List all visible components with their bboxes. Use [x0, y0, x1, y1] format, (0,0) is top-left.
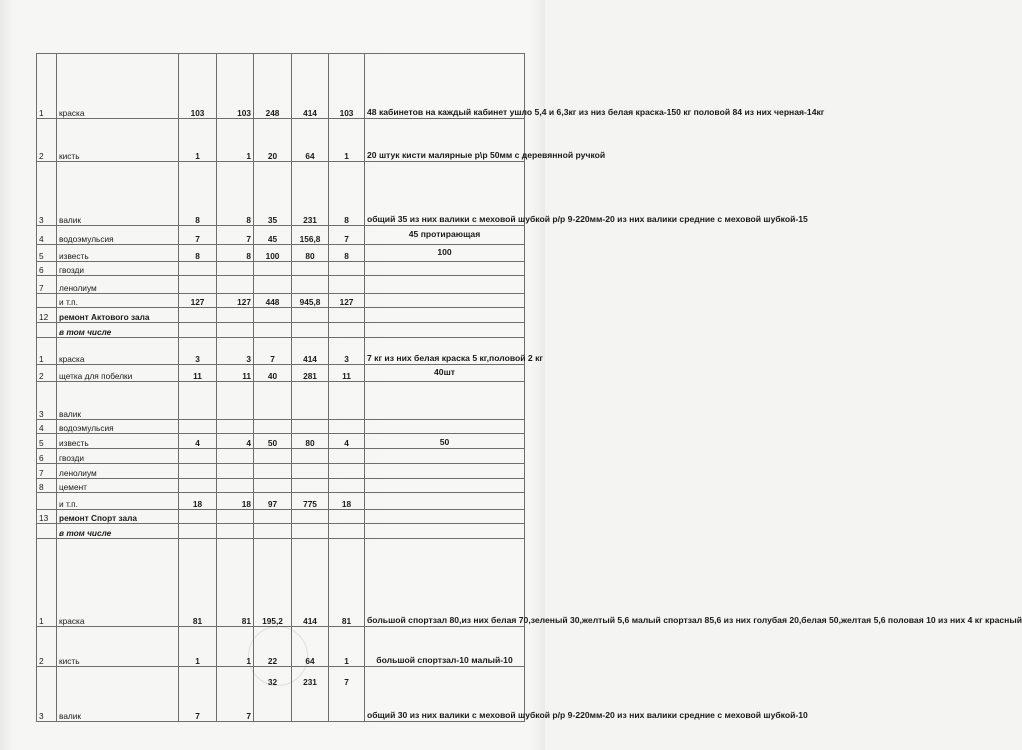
note-cell — [365, 294, 525, 308]
table-row — [37, 162, 525, 226]
row-number: 3 — [37, 382, 57, 420]
material-name: щетка для побелки — [57, 365, 179, 382]
value-col-4 — [292, 510, 329, 524]
value-col-1: 127 — [179, 294, 217, 308]
table-row — [37, 479, 525, 493]
table-row — [37, 262, 525, 276]
value-col-5: 8 — [329, 162, 365, 226]
value-col-3: 97 — [254, 493, 292, 510]
table-row — [37, 493, 525, 510]
row-number: 2 — [37, 365, 57, 382]
value-col-3: 7 — [254, 338, 292, 365]
table-row — [37, 539, 525, 627]
value-col-1 — [179, 420, 217, 434]
value-col-4 — [292, 420, 329, 434]
note-cell — [365, 479, 525, 493]
value-col-3 — [254, 464, 292, 479]
row-number — [37, 294, 57, 308]
value-col-5 — [329, 323, 365, 338]
value-col-2 — [217, 308, 254, 323]
value-col-4 — [292, 276, 329, 294]
table-row — [37, 510, 525, 524]
value-col-3: 35 — [254, 162, 292, 226]
material-name: цемент — [57, 479, 179, 493]
row-number: 5 — [37, 434, 57, 449]
row-number — [37, 524, 57, 539]
row-number — [37, 323, 57, 338]
value-col-5 — [329, 464, 365, 479]
value-col-3: 248 — [254, 54, 292, 119]
row-number: 1 — [37, 338, 57, 365]
value-col-1: 7 — [179, 667, 217, 722]
value-col-2 — [217, 420, 254, 434]
note-cell: 100 — [365, 245, 525, 262]
note-cell — [365, 262, 525, 276]
value-col-2 — [217, 524, 254, 539]
note-cell — [365, 493, 525, 510]
row-number: 8 — [37, 479, 57, 493]
table-row — [37, 245, 525, 262]
row-number: 1 — [37, 54, 57, 119]
value-col-5: 81 — [329, 539, 365, 627]
value-col-3: 50 — [254, 434, 292, 449]
value-col-1: 81 — [179, 539, 217, 627]
value-col-3 — [254, 308, 292, 323]
value-col-1 — [179, 464, 217, 479]
value-col-5 — [329, 276, 365, 294]
value-col-1 — [179, 308, 217, 323]
row-number: 3 — [37, 667, 57, 722]
note-cell: общий 30 из них валики с меховой шубкой р/р 9-220мм-20 из них валики средние с меховой шубкой-10 — [365, 667, 525, 722]
table-row — [37, 276, 525, 294]
row-number: 7 — [37, 276, 57, 294]
note-cell — [365, 323, 525, 338]
value-col-5 — [329, 449, 365, 464]
value-col-1: 8 — [179, 162, 217, 226]
section-title: ремонт Спорт зала — [57, 510, 179, 524]
subsection-label: в том числе — [57, 524, 179, 539]
value-col-2 — [217, 262, 254, 276]
value-col-2: 3 — [217, 338, 254, 365]
note-cell: большой спортзал-10 малый-10 — [365, 627, 525, 667]
value-col-5 — [329, 308, 365, 323]
value-col-1: 18 — [179, 493, 217, 510]
row-number: 13 — [37, 510, 57, 524]
subsection-label: в том числе — [57, 323, 179, 338]
table-row — [37, 226, 525, 245]
value-col-3 — [254, 510, 292, 524]
note-cell: 50 — [365, 434, 525, 449]
material-name: и т.п. — [57, 294, 179, 308]
value-col-4 — [292, 262, 329, 276]
note-cell: общий 35 из них валики с меховой шубкой р/р 9-220мм-20 из них валики средние с меховой шубкой-15 — [365, 162, 525, 226]
note-cell — [365, 464, 525, 479]
table-row — [37, 308, 525, 323]
value-col-5: 3 — [329, 338, 365, 365]
row-number: 2 — [37, 627, 57, 667]
value-col-2: 18 — [217, 493, 254, 510]
value-col-2: 81 — [217, 539, 254, 627]
value-col-3 — [254, 323, 292, 338]
value-col-1 — [179, 262, 217, 276]
value-col-3 — [254, 262, 292, 276]
value-col-3 — [254, 382, 292, 420]
row-number: 6 — [37, 262, 57, 276]
value-col-2 — [217, 449, 254, 464]
value-col-3: 448 — [254, 294, 292, 308]
value-col-5: 11 — [329, 365, 365, 382]
table-row — [37, 464, 525, 479]
value-col-4: 80 — [292, 245, 329, 262]
value-col-5 — [329, 382, 365, 420]
value-col-1 — [179, 479, 217, 493]
value-col-3: 195,2 — [254, 539, 292, 627]
note-cell: 20 штук кисти малярные р\р 50мм с деревянной ручкой — [365, 119, 525, 162]
value-col-4 — [292, 308, 329, 323]
material-name: и т.п. — [57, 493, 179, 510]
note-cell — [365, 308, 525, 323]
value-col-4: 414 — [292, 338, 329, 365]
table-row — [37, 667, 525, 722]
value-col-4: 775 — [292, 493, 329, 510]
value-col-4 — [292, 449, 329, 464]
material-name: гвозди — [57, 449, 179, 464]
material-name: краска — [57, 539, 179, 627]
value-col-3: 20 — [254, 119, 292, 162]
value-col-1: 4 — [179, 434, 217, 449]
value-col-2: 4 — [217, 434, 254, 449]
value-col-3: 100 — [254, 245, 292, 262]
value-col-1 — [179, 382, 217, 420]
material-name: известь — [57, 434, 179, 449]
value-col-2 — [217, 382, 254, 420]
value-col-3: 22 — [254, 627, 292, 667]
value-col-2 — [217, 510, 254, 524]
value-col-3 — [254, 524, 292, 539]
value-col-4 — [292, 479, 329, 493]
value-col-5: 18 — [329, 493, 365, 510]
row-number: 7 — [37, 464, 57, 479]
value-col-2: 1 — [217, 119, 254, 162]
note-cell — [365, 449, 525, 464]
value-col-1: 7 — [179, 226, 217, 245]
value-col-3: 40 — [254, 365, 292, 382]
material-name: краска — [57, 54, 179, 119]
row-number: 12 — [37, 308, 57, 323]
table-row — [37, 434, 525, 449]
material-name: водоэмульсия — [57, 226, 179, 245]
value-col-4: 281 — [292, 365, 329, 382]
value-col-1: 1 — [179, 119, 217, 162]
table-row — [37, 323, 525, 338]
value-col-2 — [217, 276, 254, 294]
table-row — [37, 365, 525, 382]
material-name: известь — [57, 245, 179, 262]
row-number: 6 — [37, 449, 57, 464]
note-cell — [365, 510, 525, 524]
note-cell — [365, 276, 525, 294]
value-col-4: 945,8 — [292, 294, 329, 308]
material-name: кисть — [57, 119, 179, 162]
table-row — [37, 382, 525, 420]
value-col-2: 8 — [217, 162, 254, 226]
value-col-5 — [329, 510, 365, 524]
value-col-3 — [254, 479, 292, 493]
material-name: гвозди — [57, 262, 179, 276]
value-col-5: 4 — [329, 434, 365, 449]
note-cell: 45 протирающая — [365, 226, 525, 245]
value-col-4 — [292, 464, 329, 479]
material-name: краска — [57, 338, 179, 365]
note-cell: большой спортзал 80,из них белая 70,зеленый 30,желтый 5,6 малый спортзал 85,6 из них голубая 20,белая 50,желтая 5,6 половая 10 из них 4 кг красный — [365, 539, 525, 627]
value-col-3: 32 — [254, 667, 292, 722]
row-number: 4 — [37, 226, 57, 245]
row-number: 1 — [37, 539, 57, 627]
value-col-2: 127 — [217, 294, 254, 308]
table-row — [37, 294, 525, 308]
value-col-3 — [254, 420, 292, 434]
value-col-4: 64 — [292, 119, 329, 162]
value-col-4 — [292, 382, 329, 420]
value-col-1: 11 — [179, 365, 217, 382]
value-col-4: 156,8 — [292, 226, 329, 245]
note-cell — [365, 420, 525, 434]
value-col-2: 7 — [217, 226, 254, 245]
value-col-2: 8 — [217, 245, 254, 262]
value-col-5 — [329, 420, 365, 434]
table-row — [37, 524, 525, 539]
value-col-5: 1 — [329, 119, 365, 162]
value-col-3 — [254, 276, 292, 294]
value-col-5 — [329, 524, 365, 539]
note-cell: 7 кг из них белая краска 5 кг,половой 2 кг — [365, 338, 525, 365]
table-row — [37, 54, 525, 119]
row-number: 3 — [37, 162, 57, 226]
value-col-4: 64 — [292, 627, 329, 667]
note-cell — [365, 382, 525, 420]
value-col-1 — [179, 276, 217, 294]
material-name: валик — [57, 382, 179, 420]
value-col-2 — [217, 323, 254, 338]
material-name: ленолиум — [57, 464, 179, 479]
value-col-5 — [329, 262, 365, 276]
value-col-3: 45 — [254, 226, 292, 245]
row-number: 5 — [37, 245, 57, 262]
value-col-1 — [179, 510, 217, 524]
value-col-4: 80 — [292, 434, 329, 449]
material-name: ленолиум — [57, 276, 179, 294]
material-name: валик — [57, 667, 179, 722]
material-name: кисть — [57, 627, 179, 667]
value-col-3 — [254, 449, 292, 464]
value-col-1: 8 — [179, 245, 217, 262]
value-col-5: 8 — [329, 245, 365, 262]
note-cell: 48 кабинетов на каждый кабинет ушло 5,4 и 6,3кг из низ белая краска-150 кг половой 84 из них черная-14кг — [365, 54, 525, 119]
row-number: 4 — [37, 420, 57, 434]
row-number — [37, 493, 57, 510]
value-col-1 — [179, 323, 217, 338]
note-cell: 40шт — [365, 365, 525, 382]
value-col-2 — [217, 464, 254, 479]
value-col-4 — [292, 323, 329, 338]
value-col-1: 3 — [179, 338, 217, 365]
table-row — [37, 119, 525, 162]
material-name: водоэмульсия — [57, 420, 179, 434]
table-row — [37, 627, 525, 667]
value-col-5: 7 — [329, 667, 365, 722]
value-col-4: 414 — [292, 539, 329, 627]
value-col-5: 103 — [329, 54, 365, 119]
note-cell — [365, 524, 525, 539]
value-col-1: 1 — [179, 627, 217, 667]
section-title: ремонт Актового зала — [57, 308, 179, 323]
value-col-5 — [329, 479, 365, 493]
materials-table — [36, 53, 1022, 722]
table-row — [37, 449, 525, 464]
value-col-2: 11 — [217, 365, 254, 382]
value-col-4: 231 — [292, 667, 329, 722]
value-col-4: 231 — [292, 162, 329, 226]
value-col-4: 414 — [292, 54, 329, 119]
value-col-1 — [179, 524, 217, 539]
value-col-5: 127 — [329, 294, 365, 308]
value-col-5: 1 — [329, 627, 365, 667]
value-col-2 — [217, 479, 254, 493]
value-col-5: 7 — [329, 226, 365, 245]
value-col-2: 103 — [217, 54, 254, 119]
value-col-4 — [292, 524, 329, 539]
material-name: валик — [57, 162, 179, 226]
row-number: 2 — [37, 119, 57, 162]
table-row — [37, 420, 525, 434]
value-col-1 — [179, 449, 217, 464]
value-col-2: 7 — [217, 667, 254, 722]
value-col-2: 1 — [217, 627, 254, 667]
value-col-1: 103 — [179, 54, 217, 119]
table-row — [37, 338, 525, 365]
